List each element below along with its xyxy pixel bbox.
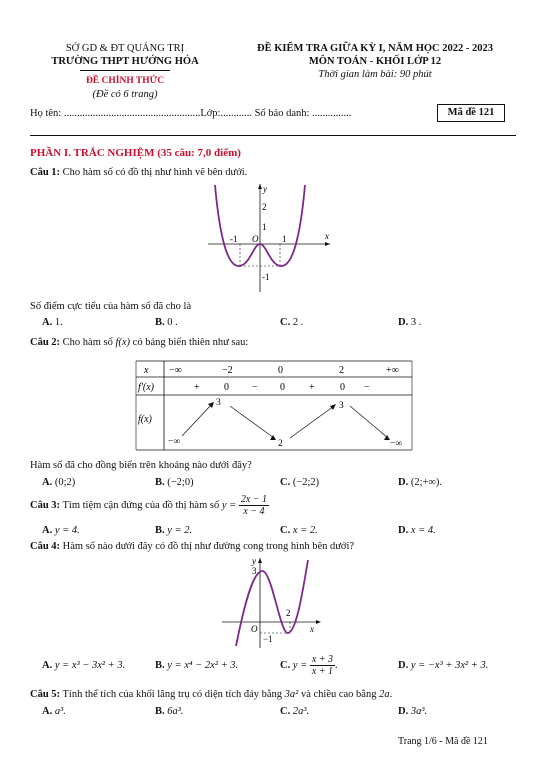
- x-value: −2: [222, 365, 233, 376]
- math-lhs: y =: [221, 499, 237, 511]
- option-c[interactable]: C. 2a³.: [280, 706, 310, 717]
- question-text: Tìm tiệm cận đứng của đồ thị hàm số: [62, 499, 220, 511]
- sign-value: 0: [340, 382, 345, 393]
- page-count: (Đề có 6 trang): [92, 89, 158, 100]
- question-2-prompt: Hàm số đã cho đồng biến trên khoảng nào dưới đây?: [30, 460, 252, 471]
- sign-value: −: [252, 382, 258, 393]
- math-height: 2a: [379, 689, 390, 700]
- question-4: [30, 541, 354, 552]
- tick-label: 1: [262, 222, 267, 232]
- x-value: +∞: [386, 365, 399, 376]
- question-label: Câu 2:: [30, 337, 61, 348]
- option-a[interactable]: A. 1.: [42, 317, 63, 328]
- option-a[interactable]: A. y = 4.: [42, 525, 80, 536]
- row-label-fprime: f'(x): [138, 382, 155, 393]
- option-b[interactable]: B. y = x⁴ − 2x² + 3.: [155, 660, 239, 671]
- sign-value: +: [194, 382, 200, 393]
- exam-time: Thời gian làm bài: 90 phút: [318, 69, 432, 80]
- trend-arrow: [290, 406, 334, 438]
- tick-label: 1: [282, 234, 287, 244]
- q1-graph: [200, 180, 340, 295]
- student-info-line: Họ tên: ....................................................Lớp:............ Số báo danh: ...............: [30, 108, 352, 119]
- tick-label: 2: [286, 608, 291, 618]
- sign-value: +: [309, 382, 315, 393]
- variation-table: [134, 360, 414, 452]
- option-d[interactable]: D. 3 .: [398, 317, 422, 328]
- y-axis-arrow: [258, 184, 262, 189]
- question-1-prompt: Số điểm cực tiểu của hàm số đã cho là: [30, 301, 192, 312]
- origin-label: O: [252, 234, 259, 244]
- exam-title: ĐỀ KIỂM TRA GIỮA KỲ I, NĂM HỌC 2022 - 2023: [257, 43, 493, 54]
- tick-label: -1: [262, 272, 270, 282]
- option-a[interactable]: A. a³.: [42, 706, 66, 717]
- fraction: $\frac{x + 3}{x + 1}$: [311, 654, 334, 677]
- f-value: −∞: [390, 439, 403, 449]
- trend-arrow: [182, 404, 212, 436]
- school-name: TRƯỜNG THPT HƯỚNG HÓA: [51, 56, 199, 67]
- header-left: [30, 42, 220, 101]
- question-text: Cho hàm số: [62, 337, 113, 348]
- option-b[interactable]: B. 6a³.: [155, 706, 184, 717]
- question-3: [30, 494, 269, 517]
- question-label: Câu 4:: [30, 541, 61, 552]
- x-axis-arrow: [316, 620, 321, 624]
- y-axis-label: y: [252, 556, 256, 566]
- row-label-f: f(x): [138, 414, 152, 425]
- y-axis-arrow: [258, 558, 262, 563]
- function-name: f(x): [115, 337, 131, 348]
- option-c[interactable]: C. x = 2.: [280, 525, 318, 536]
- question-text: có bảng biến thiên như sau:: [132, 337, 249, 348]
- option-d[interactable]: D. y = −x³ + 3x² + 3.: [398, 660, 489, 671]
- sign-value: −: [364, 382, 370, 393]
- y-axis-label: y: [263, 184, 267, 194]
- sign-value: 0: [280, 382, 285, 393]
- math-base: 3a²: [284, 689, 299, 700]
- x-axis-arrow: [325, 242, 330, 246]
- dept-name: SỞ GD & ĐT QUẢNG TRỊ: [65, 43, 185, 54]
- header-rule: [30, 135, 516, 136]
- question-label: Câu 3:: [30, 499, 61, 511]
- question-text: Cho hàm số có đồ thị như hình vẽ bên dưới.: [62, 167, 248, 178]
- f-value: 3: [339, 401, 344, 411]
- tick-label: 2: [262, 202, 267, 212]
- official-label: ĐỀ CHÍNH THỨC: [85, 76, 165, 86]
- x-axis-label: x: [310, 624, 314, 634]
- tick-label: -1: [230, 234, 238, 244]
- question-1: [30, 167, 247, 178]
- option-c[interactable]: C. (−2;2): [280, 477, 320, 488]
- option-b[interactable]: B. (−2;0): [155, 477, 194, 488]
- option-d[interactable]: D. x = 4.: [398, 525, 436, 536]
- section-title: PHẦN I. TRẮC NGHIỆM (35 câu: 7,0 điểm): [30, 147, 241, 159]
- option-a[interactable]: A. (0;2): [42, 477, 76, 488]
- x-axis-label: x: [325, 231, 329, 241]
- question-text: và chiều cao bằng: [300, 689, 377, 700]
- option-c[interactable]: C. y = $\frac{x + 3}{x + 1}$ .: [280, 654, 338, 677]
- sign-value: 0: [224, 382, 229, 393]
- question-5: Câu 5: Tính thể tích của khối lăng trụ có diện tích đáy bằng 3a² và chiều cao bằng 2a.: [30, 689, 393, 700]
- tick-label: −1: [263, 634, 273, 644]
- option-d[interactable]: D. (2;+∞).: [398, 477, 443, 488]
- trend-arrow: [230, 406, 274, 438]
- question-label: Câu 5:: [30, 689, 61, 700]
- trend-arrow-head: [330, 404, 336, 410]
- x-value: −∞: [169, 365, 182, 376]
- option-d[interactable]: D. 3a³.: [398, 706, 428, 717]
- question-text: Tính thể tích của khối lăng trụ có diện tích đáy bằng: [62, 689, 283, 700]
- origin-label: O: [251, 624, 258, 634]
- exam-code-box: Mã đề 121: [437, 104, 505, 122]
- q4-graph: [218, 556, 326, 650]
- question-label: Câu 1:: [30, 167, 61, 178]
- f-value: 2: [278, 439, 283, 449]
- f-value: −∞: [168, 437, 181, 447]
- exam-subject: MÔN TOÁN - KHỐI LỚP 12: [308, 56, 442, 67]
- header-divider: [80, 70, 170, 71]
- row-label-x: x: [144, 365, 149, 376]
- f-value: 3: [216, 398, 221, 408]
- fraction: $\frac{2x - 1}{x - 4}$: [240, 494, 268, 517]
- tick-label: 3: [252, 566, 257, 576]
- x-value: 2: [339, 365, 344, 376]
- question-text: Hàm số nào dưới đây có đồ thị như đường cong trong hình bên dưới?: [62, 541, 355, 552]
- header-right: [225, 42, 525, 81]
- trend-arrow: [350, 406, 388, 438]
- option-a[interactable]: A. y = x³ − 3x² + 3.: [42, 660, 126, 671]
- option-b[interactable]: B. y = 2.: [155, 525, 193, 536]
- page-footer: Trang 1/6 - Mã đề 121: [398, 736, 488, 747]
- x-value: 0: [278, 365, 283, 376]
- option-c[interactable]: C. 2 .: [280, 317, 304, 328]
- question-2: [30, 337, 248, 348]
- option-b[interactable]: B. 0 .: [155, 317, 178, 328]
